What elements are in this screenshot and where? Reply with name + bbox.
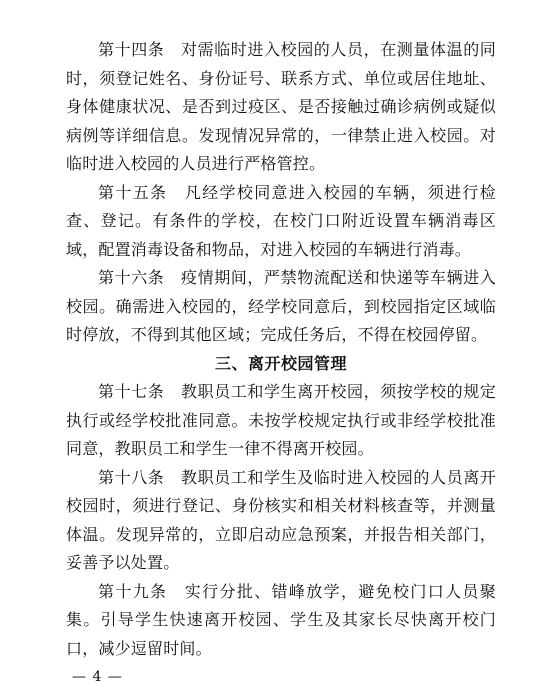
article-14-text: 对需临时进入校园的人员，在测量体温的同时，须登记姓名、身份证号、联系方式、单位或居住地址、身体健康状况、是否到过疫区、是否接触过确诊病例或疑似病例等详细信息。发现情况异常的，一律禁止进入校园。对临时进入校园的人员进行严格管控。 [66, 40, 496, 173]
article-15-paragraph [66, 179, 496, 265]
article-14-label: 第十四条 [98, 40, 165, 59]
article-19-paragraph [66, 578, 496, 664]
article-16-text: 疫情期间，严禁物流配送和快递等车辆进入校园。确需进入校园的，经学校同意后，到校园指定区域临时停放，不得到其他区域；完成任务后，不得在校园停留。 [66, 268, 496, 344]
article-17-label: 第十七条 [98, 382, 165, 401]
article-16-label: 第十六条 [98, 268, 165, 287]
article-17-paragraph [66, 378, 496, 464]
article-17-text: 教职员工和学生离开校园，须按学校的规定执行或经学校批准同意。未按学校规定执行或非经学校批准同意，教职员工和学生一律不得离开校园。 [66, 382, 496, 458]
article-19-text: 实行分批、错峰放学，避免校门口人员聚集。引导学生快速离开校园、学生及其家长尽快离开校门口，减少逗留时间。 [66, 581, 496, 658]
article-18-text: 教职员工和学生及临时进入校园的人员离开校园时，须进行登记、身份核实和相关材料核查等，并测量体温。发现异常的，立即启动应急预案，并报告相关部门，妥善予以处置。 [66, 467, 496, 572]
article-18-paragraph [66, 464, 496, 578]
article-19-label: 第十九条 [98, 581, 168, 601]
section-heading: 三、离开校园管理 [214, 353, 347, 373]
article-18-label: 第十八条 [98, 467, 165, 487]
article-15-text: 凡经学校同意进入校园的车辆，须进行检查、登记。有条件的学校，在校门口附近设置车辆消毒区域，配置消毒设备和物品，对进入校园的车辆进行消毒。 [66, 182, 496, 259]
article-16-paragraph [66, 264, 496, 350]
document-body [66, 36, 496, 663]
page-number: — 4 — [72, 669, 123, 685]
article-14-paragraph [66, 36, 496, 179]
article-15-label: 第十五条 [98, 182, 168, 202]
